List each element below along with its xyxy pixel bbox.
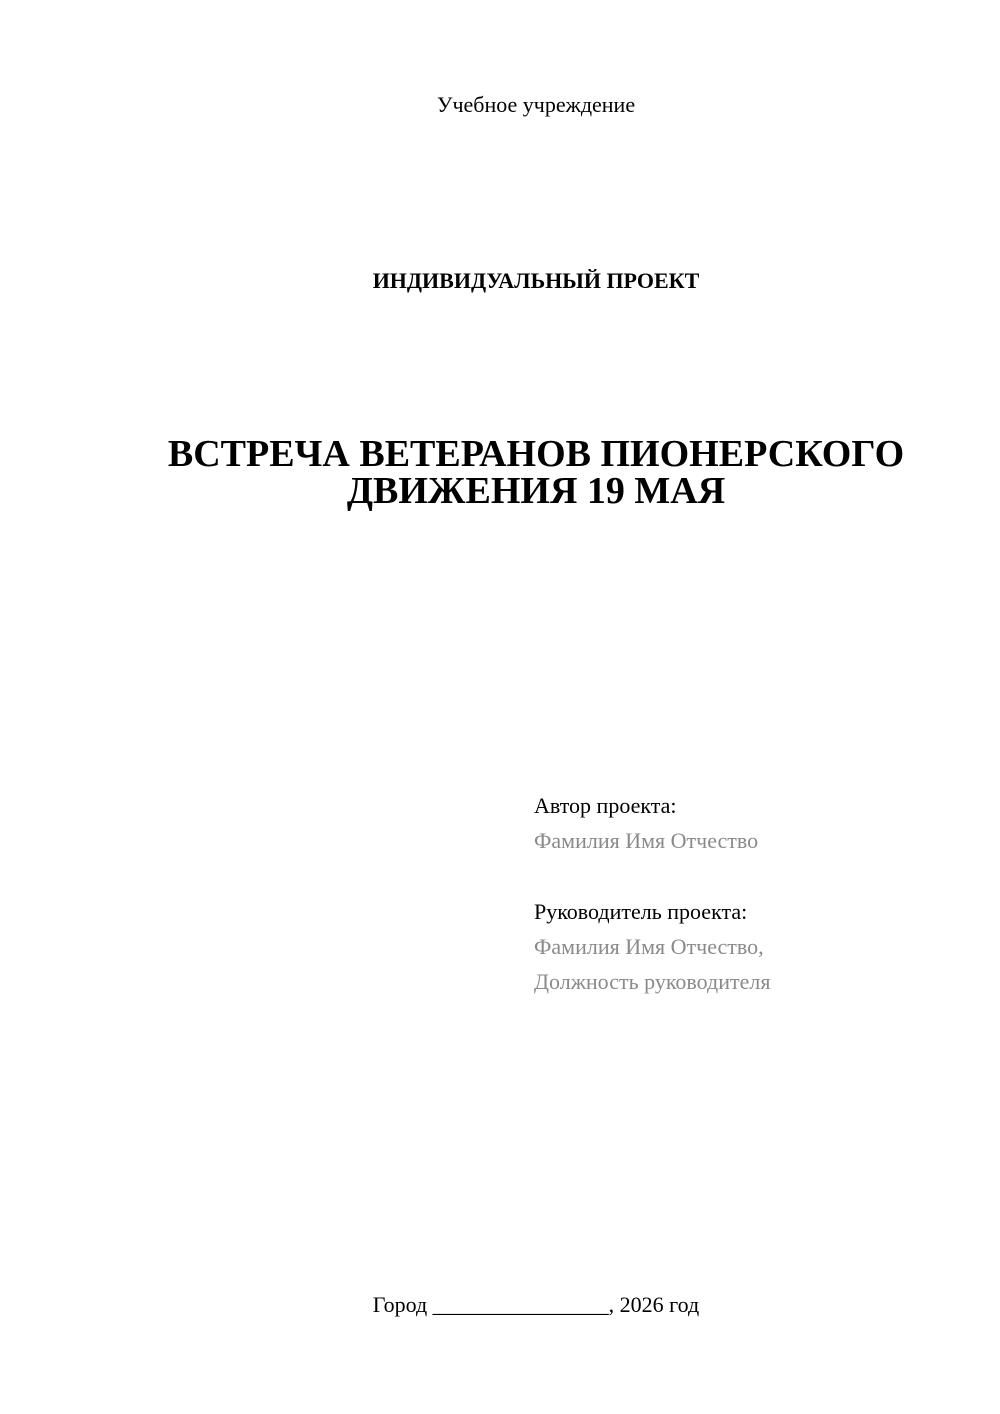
document-type: ИНДИВИДУАЛЬНЫЙ ПРОЕКТ <box>372 268 700 293</box>
credits-block <box>534 788 770 999</box>
supervisor-position-placeholder: Должность руководителя <box>534 969 771 994</box>
credits-spacer <box>534 858 770 894</box>
author-name-placeholder: Фамилия Имя Отчество <box>534 828 759 853</box>
supervisor-label: Руководитель проекта: <box>534 899 748 924</box>
project-title-line-1: ВСТРЕЧА ВЕТЕРАНОВ ПИОНЕРСКОГО <box>167 433 905 475</box>
project-title <box>0 433 1000 512</box>
author-label: Автор проекта: <box>534 793 677 818</box>
project-title-line-2: ДВИЖЕНИЯ 19 МАЯ <box>346 470 726 512</box>
supervisor-name-placeholder: Фамилия Имя Отчество, <box>534 934 764 959</box>
city-year-footer: Город ________________, 2026 год <box>372 1292 700 1317</box>
institution-name: Учебное учреждение <box>436 92 636 117</box>
